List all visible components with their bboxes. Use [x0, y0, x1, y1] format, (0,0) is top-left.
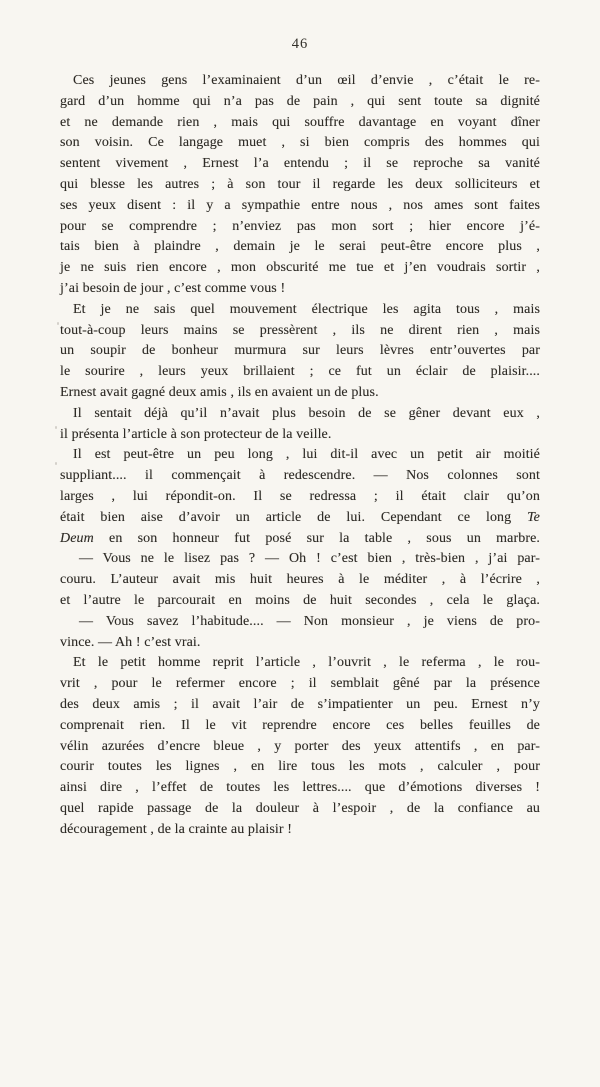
page-number: 46 — [291, 36, 309, 52]
text-line: vince. — Ah ! c’est vrai. — [60, 634, 201, 650]
text-line: Et je ne sais quel mouvement électrique les agita tous , mais — [73, 301, 540, 317]
text-line: le sourire , leurs yeux brillaient ; ce fut un éclair de plaisir.... — [60, 364, 540, 380]
text-line: suppliant.... il commençait à redescendre. — Nos colonnes sont — [60, 468, 540, 484]
scan-speck — [55, 426, 57, 429]
text-line: qui blesse les autres ; à son tour il regarde les deux solliciteurs et — [60, 176, 540, 192]
text-line: ainsi dire , l’effet de toutes les lettres.... que d’émotions diverses ! — [60, 780, 540, 796]
text-line: pour se comprendre ; n’enviez pas mon sort ; hier encore j’é- — [60, 218, 540, 234]
text-line: et l’autre le parcourait en moins de huit secondes , cela le glaça. — [60, 592, 540, 608]
text-line: était bien aise d’avoir un article de lui. Cependant ce long Te — [60, 509, 540, 525]
paragraph — [60, 71, 540, 300]
text-line: vrit , pour le refermer encore ; il semblait gêné par la présence — [60, 676, 540, 692]
text-line: gard d’un homme qui n’a pas de pain , qui sent toute sa dignité — [60, 93, 540, 109]
scan-speck — [55, 462, 57, 465]
text-line: — Vous savez l’habitude.... — Non monsieur , je viens de pro- — [79, 613, 540, 629]
text-line: j’ai besoin de jour , c’est comme vous ! — [60, 280, 286, 296]
text-line: Ernest avait gagné deux amis , ils en avaient un de plus. — [60, 384, 379, 400]
paragraph — [60, 612, 540, 654]
text-line: Il sentait déjà qu’il n’avait plus besoin de se gêner devant eux , — [73, 405, 540, 421]
text-line: sentent vivement , Ernest l’a entendu ; il se reproche sa vanité — [60, 156, 540, 172]
text-line: Il est peut-être un peu long , lui dit-il avec un petit air moitié — [73, 447, 540, 463]
text-line: Deum en son honneur fut posé sur la table , sous un marbre. — [60, 530, 540, 546]
text-line: et ne demande rien , mais qui souffre davantage en voyant dîner — [60, 114, 540, 130]
paragraph — [60, 653, 540, 840]
text-line: quel rapide passage de la douleur à l’espoir , de la confiance au — [60, 800, 540, 816]
text-line: vélin azurées d’encre bleue , y porter des yeux attentifs , en par- — [60, 738, 540, 754]
scan-speck — [57, 322, 59, 325]
text-line: des deux amis ; il avait l’air de s’impatienter un peu. Ernest n’y — [60, 696, 540, 712]
text-line: — Vous ne le lisez pas ? — Oh ! c’est bien , très-bien , j’ai par- — [79, 551, 540, 567]
page-text — [60, 71, 540, 840]
text-line: son voisin. Ce langage muet , si bien compris des hommes qui — [60, 135, 540, 151]
text-line: courir toutes les lignes , en lire tous les mots , calculer , pour — [60, 759, 540, 775]
text-line: découragement , de la crainte au plaisir ! — [60, 821, 292, 837]
text-line: couru. L’auteur avait mis huit heures à le méditer , à l’écrire , — [60, 572, 540, 588]
text-line: un soupir de bonheur murmura sur leurs lèvres entr’ouvertes par — [60, 343, 540, 359]
text-line: Et le petit homme reprit l’article , l’ouvrit , le referma , le rou- — [73, 655, 540, 671]
text-line: tais bien à plaindre , demain je le serai peut-être encore plus , — [60, 239, 540, 255]
text-line: ses yeux disent : il y a sympathie entre nous , nos ames sont faites — [60, 197, 540, 213]
text-line: Ces jeunes gens l’examinaient d’un œil d’envie , c’était le re- — [73, 73, 540, 88]
text-line: il présenta l’article à son protecteur de la veille. — [60, 426, 332, 442]
text-line: larges , lui répondit-on. Il se redressa ; il était clair qu’on — [60, 488, 540, 504]
text-line: tout-à-coup leurs mains se pressèrent , ils ne dirent rien , mais — [60, 322, 540, 338]
text-line: je ne suis rien encore , mon obscurité me tue et j’en voudrais sortir , — [60, 260, 540, 276]
paragraph — [60, 445, 540, 549]
text-line: comprenait rien. Il le vit reprendre encore ces belles feuilles de — [60, 717, 540, 733]
paragraph — [60, 549, 540, 611]
paragraph — [60, 404, 540, 446]
paragraph — [60, 300, 540, 404]
